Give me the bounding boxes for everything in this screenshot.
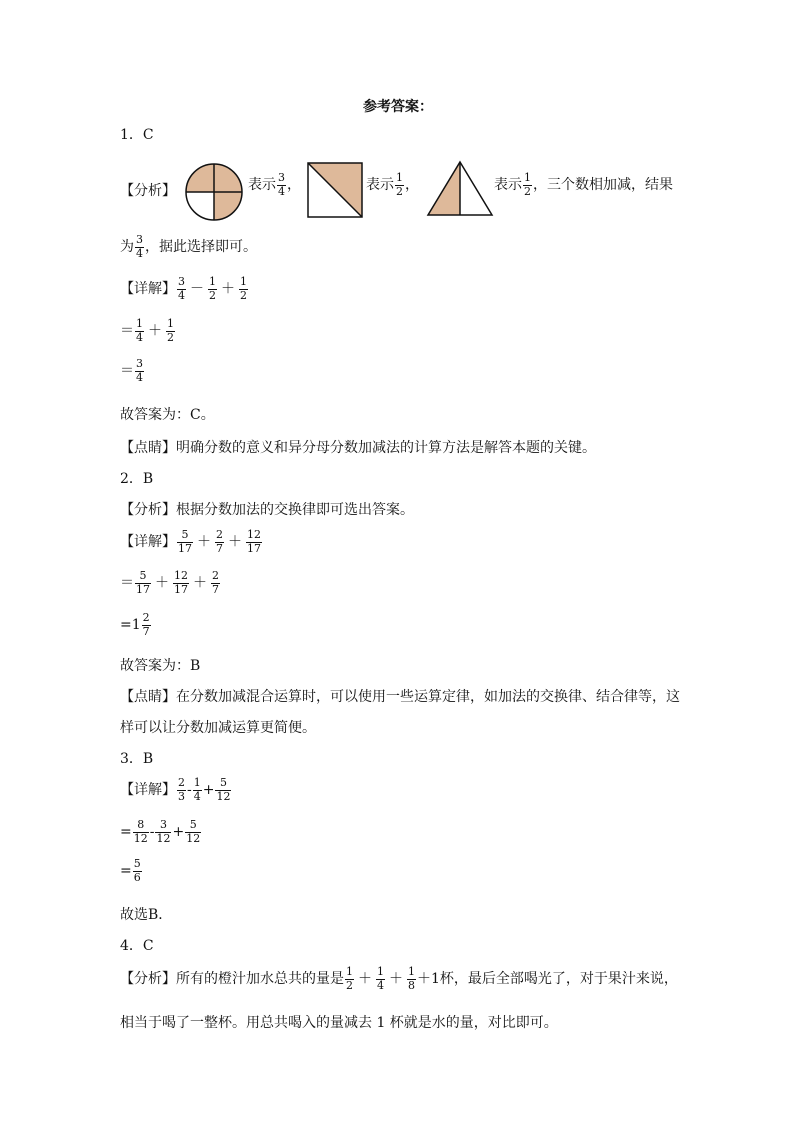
half-square-figure [306,161,364,219]
q3-detail-line1: 【详解】 $\frac{2}{3}$ - $\frac{1}{4}$ + $\frac{5}{12}$ [120,776,231,803]
q1-comment: 【点睛】明确分数的意义和异分母分数加减法的计算方法是解答本题的关键。 [120,440,596,456]
q1-detail-line2: ＝ $\frac{1}{4}$ ＋ $\frac{1}{2}$ [120,317,174,344]
quarter-circle-figure [184,162,244,222]
q2-detail-line3: =1 $\frac{2}{7}$ [120,611,150,638]
q3-detail-line2: = $\frac{8}{12}$ - $\frac{3}{12}$ + $\frac{5}{12}$ [120,818,201,845]
q1-analysis-line2: 为 $\frac{3}{4}$ ，据此选择即可。 [120,233,257,260]
q1-answer: 故答案为：C。 [120,407,215,423]
q3-detail-line3: = $\frac{5}{6}$ [120,857,141,884]
q1-square-label: 表示 $\frac{1}{2}$ ， [366,171,419,198]
q1-heading: 1．C [120,127,154,143]
q4-heading: 4．C [120,938,154,954]
q2-detail-line2: ＝ $\frac{5}{17}$ ＋ $\frac{12}{17}$ ＋ $\frac{2}{7}$ [120,569,219,596]
q1-detail-line1: 【详解】 $\frac{3}{4}$ － $\frac{1}{2}$ ＋ $\frac{1}{2}$ [120,275,247,302]
q1-detail-line3: ＝ $\frac{3}{4}$ [120,357,143,384]
q3-answer: 故选B． [120,907,173,923]
q4-analysis-line2: 相当于喝了一整杯。用总共喝入的量减去 1 杯就是水的量，对比即可。 [120,1015,558,1031]
q1-circle-label: 表示 $\frac{3}{4}$ ， [248,171,301,198]
q1-triangle-label: 表示 $\frac{1}{2}$ ，三个数相加减，结果 [494,171,673,198]
q4-analysis-line1: 【分析】所有的橙汁加水总共的量是 $\frac{1}{2}$ ＋ $\frac{1}{4}$ ＋ $\frac{1}{8}$ ＋1杯，最后全部喝光了，对于果汁来说， [120,965,678,992]
half-triangle-figure [426,160,494,218]
q2-comment-line1: 【点睛】在分数加减混合运算时，可以使用一些运算定律，如加法的交换律、结合律等，这 [120,689,680,705]
q2-answer: 故答案为：B [120,658,201,674]
q2-comment-line2: 样可以让分数加减运算更简便。 [120,720,316,736]
q3-heading: 3．B [120,751,154,767]
q2-detail-line1: 【详解】 $\frac{5}{17}$ ＋ $\frac{2}{7}$ ＋ $\frac{12}{17}$ [120,528,261,555]
q2-analysis: 【分析】根据分数加法的交换律即可选出答案。 [120,502,414,518]
page-title: 参考答案： [363,99,433,115]
q1-analysis-tag: 【分析】 [120,183,176,199]
q2-heading: 2．B [120,471,154,487]
